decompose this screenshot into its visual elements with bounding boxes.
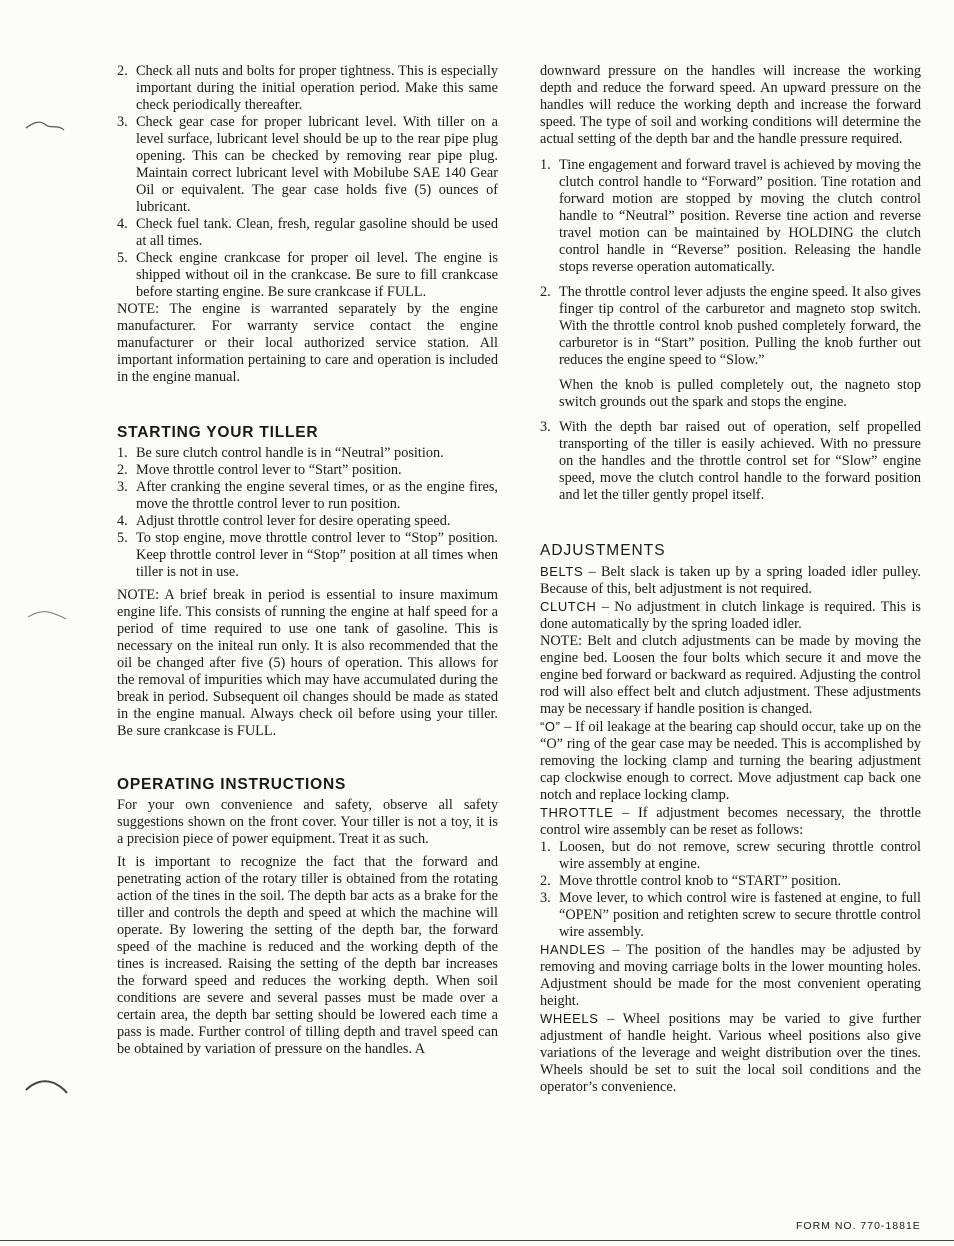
throttle-steps xyxy=(540,839,921,941)
clutch-paragraph: CLUTCH – No adjustment in clutch linkage is required. This is done automatically by the spring loaded idler. xyxy=(540,599,921,632)
operating-paragraph: For your own convenience and safety, observe all safety suggestions shown on the front cover. Your tiller is not a toy, it is a precision piece of power equipment. Treat it as such. xyxy=(117,797,498,847)
bottom-rule xyxy=(0,1240,954,1241)
list-item: 2. The throttle control lever adjusts the engine speed. It also gives finger tip control of the carburetor and magneto stop switch. With the throttle control knob pushed completely forward, the carburetor is in “Start” position. Pulling the knob further out reduces the engine speed to “Slow.” When the knob is pulled completely out, the nagneto stop switch grounds out the spark and stops the engine. xyxy=(540,284,921,410)
list-item: 4. Check fuel tank. Clean, fresh, regular gasoline should be used at all times. xyxy=(117,216,498,249)
operating-paragraph: It is important to recognize the fact that the forward and penetrating action of the rotary tiller is obtained from the rotating action of the tines in the soil. The depth bar acts as a brake for the tiller and controls the depth and speed at which the machine will operate. By lowering the setting of the depth bar, the forward speed of the machine is reduced and the working depth of the tines is increased. Raising the setting of the depth bar increases the forward speed and reduces the working depth. When soil conditions are severe and several passes must be made over a certain area, the depth bar setting should be lowered each time a pass is made. Further control of tilling depth and travel speed can be obtained by variation of pressure on the handles. A xyxy=(117,854,498,1057)
list-item: 3. Check gear case for proper lubricant level. With tiller on a level surface, lubricant level should be up to the rear pipe plug opening. This can be checked by removing rear pipe plug. Maintain correct lubricant level with Mobilube SAE 140 Gear Oil or equivalent. The gear case holds five (5) ounces of lubricant. xyxy=(117,114,498,215)
punch-hole-mark-top xyxy=(24,116,68,136)
form-number: FORM NO. 770-1881E xyxy=(796,1220,921,1232)
handles-label: HANDLES xyxy=(540,942,606,957)
belts-paragraph: BELTS – Belt slack is taken up by a spring loaded idler pulley. Because of this, belt adjustment is not required. xyxy=(540,564,921,597)
list-item: 3. After cranking the engine several times, or as the engine fires, move the throttle control lever to run position. xyxy=(117,479,498,512)
list-item: 1. Tine engagement and forward travel is achieved by moving the clutch control handle to “Forward” position. Tine rotation and forward motion are stopped by moving the clutch control handle to “Neutral” position. Reverse tine action and reverse travel motion can be maintained by HOLDING the clutch control handle in “Reverse” position. Releasing the handle stops reverse operation automatically. xyxy=(540,157,921,275)
throttle-label: THROTTLE xyxy=(540,805,614,820)
break-in-note: NOTE: A brief break in period is essential to insure maximum engine life. This consists of running the engine at half speed for a period of time required to use one tank of gasoline. This is necessary on the initeal run only. It is also recommended that the oil be changed after five (5) hours of operation. This allows for the removal of impurities which may have accumulated during the break in period. Subsequent oil changes should be made as stated in the engine manual. Always check oil before using your tiller. Be sure crankcase is FULL. xyxy=(117,587,498,739)
list-item: 5. To stop engine, move throttle control lever to “Stop” position. Keep throttle control lever in “Stop” position at all times when tiller is not in use. xyxy=(117,530,498,580)
operating-continuation: downward pressure on the handles will increase the working depth and reduce the forward speed. An upward pressure on the handles will reduce the working depth and increase the forward speed. The type of soil and working conditions will determine the actual setting of the depth bar and the handle pressure required. xyxy=(540,63,921,147)
list-item: 3. Move lever, to which control wire is fastened at engine, to full “OPEN” position and retighten screw to secure throttle control wire assembly. xyxy=(540,890,921,940)
list-item: 2. Move throttle control lever to “Start” position. xyxy=(117,462,402,478)
list-item: 5. Check engine crankcase for proper oil level. The engine is shipped without oil in the crankcase. Be sure to fill crankcase before starting engine. Be sure crankcase if FULL. xyxy=(117,250,498,300)
clutch-label: CLUTCH xyxy=(540,599,597,614)
o-ring-paragraph: “O” – If oil leakage at the bearing cap should occur, take up on the “O” ring of the gear case may be needed. This is accomplished by removing the locking clamp and turning the bearing adjustment cap clockwise enough to correct. Move adjustment cap back one notch and replace locking clamp. xyxy=(540,719,921,803)
belts-label: BELTS xyxy=(540,564,584,579)
throttle-paragraph: THROTTLE – If adjustment becomes necessary, the throttle control wire assembly can be reset as follows: xyxy=(540,805,921,838)
left-column xyxy=(117,63,498,1058)
list-item: 2. Move throttle control knob to “START” position. xyxy=(540,873,841,889)
wheels-label: WHEELS xyxy=(540,1011,599,1026)
check-list xyxy=(117,63,498,301)
magneto-note: When the knob is pulled completely out, the nagneto stop switch grounds out the spark and stops the engine. xyxy=(559,377,921,410)
punch-hole-mark-middle xyxy=(24,604,68,624)
punch-hole-mark-bottom xyxy=(24,1076,68,1096)
handles-paragraph: HANDLES – The position of the handles may be adjusted by removing and moving carriage bolts in the lower mounting holes. Adjustment should be made for the most convenient operating height. xyxy=(540,942,921,1009)
list-item: 1. Loosen, but do not remove, screw securing throttle control wire assembly at engine. xyxy=(540,839,921,872)
section-heading-adjustments: ADJUSTMENTS xyxy=(540,542,666,559)
operating-steps xyxy=(540,157,921,504)
right-column xyxy=(540,63,921,1096)
wheels-paragraph: WHEELS – Wheel positions may be varied to give further adjustment of handle height. Various wheel positions also give variations of the leverage and weight distribution over the tines. Wheels should be set to suit the local soil conditions and the operator’s convenience. xyxy=(540,1011,921,1095)
list-item: 1. Be sure clutch control handle is in “Neutral” position. xyxy=(117,445,444,461)
engine-warranty-note: NOTE: The engine is warranted separately by the engine manufacturer. For warranty service contact the engine manufacturer or their local authorized service station. All important information pertaining to care and operation is included in the engine manual. xyxy=(117,301,498,385)
list-item: 2. Check all nuts and bolts for proper tightness. This is especially important during the initial operation period. Make this same check periodically thereafter. xyxy=(117,63,498,113)
section-heading-operating: OPERATING INSTRUCTIONS xyxy=(117,776,347,793)
starting-steps xyxy=(117,445,498,581)
list-item: 4. Adjust throttle control lever for desire operating speed. xyxy=(117,513,451,529)
section-heading-starting: STARTING YOUR TILLER xyxy=(117,424,319,441)
belt-clutch-note: NOTE: Belt and clutch adjustments can be made by moving the engine bed. Loosen the four bolts which secure it and move the engine bed forward or backward as required. Adjusting the control rod will also effect belt and clutch adjustment. These adjustments may be necessary if handle position is changed. xyxy=(540,633,921,717)
o-ring-label: “O” xyxy=(540,719,561,734)
list-item: 3. With the depth bar raised out of operation, self propelled transporting of the tiller is easily achieved. With no pressure on the handles and the throttle control set for “Slow” engine speed, move the clutch control handle to the forward position and let the tiller gently propel itself. xyxy=(540,419,921,503)
